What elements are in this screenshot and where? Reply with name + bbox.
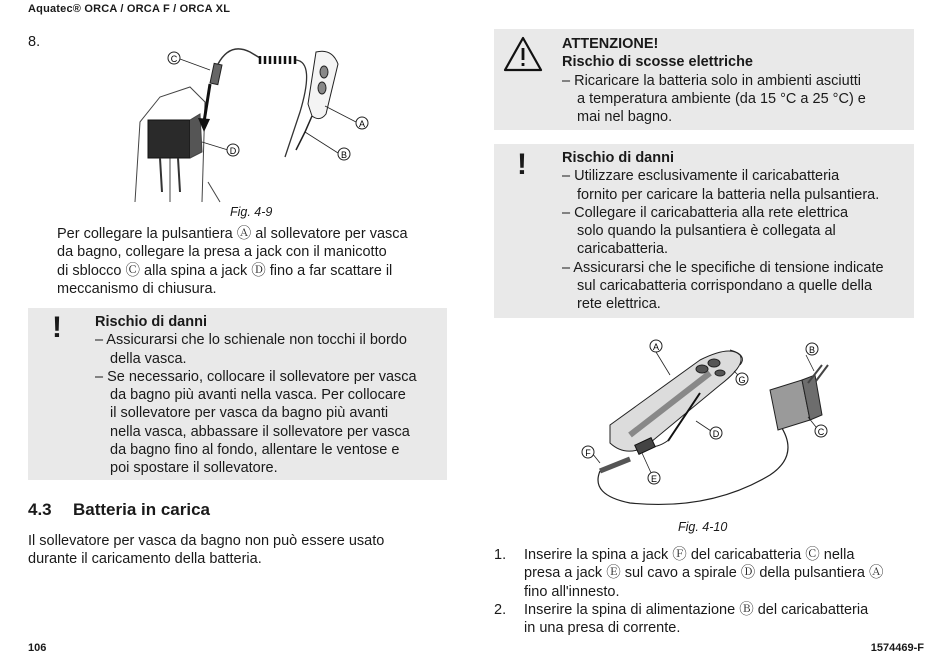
warning-line: il sollevatore per vasca da bagno più avanti: [110, 405, 389, 422]
warning-line: poi spostare il sollevatore.: [110, 460, 278, 477]
step-line: Inserire la spina a jack Ⓕ del caricabatteria Ⓒ nella: [524, 547, 855, 563]
warning-line: – Se necessario, collocare il sollevatore per vasca: [95, 368, 417, 385]
callout-a-fig2: [650, 340, 662, 352]
connection-paragraph: [57, 225, 447, 298]
damage-line: rete elettrica.: [577, 296, 661, 313]
damage-line: solo quando la pulsantiera è collegata al: [577, 223, 836, 240]
exclamation-icon: !: [517, 148, 527, 181]
callout-g-fig2: [736, 373, 748, 385]
section-paragraph: [28, 532, 448, 569]
step-number: 1.: [494, 547, 507, 563]
charging-steps: [494, 546, 914, 637]
svg-text:A: A: [652, 342, 660, 352]
damage-line: fornito per caricare la batteria nella pulsantiera.: [577, 186, 880, 203]
attention-content: [562, 35, 907, 126]
step-line: Inserire la spina di alimentazione Ⓑ del caricabatteria: [524, 601, 869, 618]
damage-line: – Collegare il caricabatteria alla rete elettrica: [562, 204, 849, 221]
svg-text:F: F: [585, 448, 591, 458]
step-line: fino all'innesto.: [524, 583, 620, 600]
exclamation-icon: !: [52, 311, 62, 344]
svg-text:D: D: [712, 429, 720, 439]
section-line: durante il caricamento della batteria.: [28, 551, 262, 568]
figure-4-10-caption: Fig. 4-10: [678, 520, 728, 534]
figure-4-10-illustration: [570, 335, 840, 517]
svg-text:E: E: [650, 474, 658, 484]
hand-control: [610, 350, 742, 451]
section-number: 4.3: [28, 500, 52, 519]
page-header: Aquatec® ORCA / ORCA F / ORCA XL: [28, 3, 231, 15]
svg-text:G: G: [738, 375, 746, 385]
step-item: [494, 546, 914, 601]
callout-c-fig2: [815, 425, 827, 437]
paragraph-line: da bagno, collegare la presa a jack con il manicotto: [57, 244, 387, 261]
damage-title: Rischio di danni: [562, 150, 674, 166]
attention-line: a temperatura ambiente (da 15 °C a 25 °C) e: [577, 90, 866, 107]
svg-text:D: D: [229, 146, 237, 156]
warning-line: – Assicurarsi che lo schienale non tocchi il bordo: [95, 332, 407, 349]
damage-line: – Utilizzare esclusivamente il caricabatteria: [562, 168, 840, 185]
callout-a-fig1: [356, 117, 368, 129]
warning-line: da bagno più avanti nella vasca. Per collocare: [110, 387, 406, 404]
svg-text:A: A: [358, 119, 366, 129]
callout-b-fig1: [338, 148, 350, 160]
figure-4-9-caption: Fig. 4-9: [230, 205, 273, 219]
paragraph-line: meccanismo di chiusura.: [57, 280, 217, 297]
callout-d-fig2: [710, 427, 722, 439]
svg-text:C: C: [170, 54, 178, 64]
step-number: 8.: [28, 34, 41, 50]
svg-text:B: B: [340, 150, 348, 160]
svg-text:B: B: [808, 345, 816, 355]
hand-control: [296, 51, 338, 150]
paragraph-line: di sblocco Ⓒ alla spina a jack Ⓓ fino a far scattare il: [57, 262, 393, 279]
damage-line: sul caricabatteria corrispondano a quelle della: [577, 278, 873, 295]
callout-d-fig1: [227, 144, 239, 156]
warning-line: della vasca.: [110, 350, 187, 367]
attention-line: – Ricaricare la batteria solo in ambienti asciutti: [562, 72, 861, 89]
spiral-cable: [260, 56, 295, 64]
warning-triangle-icon: [503, 36, 543, 72]
section-title: Batteria in carica: [73, 500, 211, 519]
step-item: [494, 601, 914, 638]
warning-item: [95, 368, 440, 478]
warning-line: nella vasca, abbassare il sollevatore per vasca: [110, 423, 410, 440]
svg-text:C: C: [817, 427, 825, 437]
attention-subheading: Rischio di scosse elettriche: [562, 54, 753, 71]
paragraph-line: Per collegare la pulsantiera Ⓐ al sollevatore per vasca: [57, 226, 408, 242]
callout-c-fig1: [168, 52, 180, 64]
step-line: in una presa di corrente.: [524, 620, 681, 637]
step-number: 2.: [494, 601, 507, 618]
warning-line: da bagno fino al fondo, allentare le ventose e: [110, 442, 400, 459]
section-line: Il sollevatore per vasca da bagno non può essere usato: [28, 533, 385, 549]
document-id: 1574469-F: [870, 642, 924, 654]
callout-e-fig2: [648, 472, 660, 484]
step-line: presa a jack Ⓔ sul cavo a spirale Ⓓ della pulsantiera Ⓐ: [524, 565, 884, 582]
damage-warning-content: [95, 313, 440, 478]
charger: [770, 365, 828, 430]
callout-f-fig2: [582, 446, 594, 458]
page-number: 106: [28, 642, 47, 654]
callout-b-fig2: [806, 343, 818, 355]
attention-heading: ATTENZIONE!: [562, 36, 659, 52]
damage-line: caricabatteria.: [577, 241, 669, 258]
damage-line: – Assicurarsi che le specifiche di tensione indicate: [562, 259, 884, 276]
warning-title: Rischio di danni: [95, 314, 207, 330]
figure-4-9-illustration: [120, 42, 380, 204]
warning-item: [95, 331, 440, 368]
charger-damage-content: [562, 149, 910, 314]
attention-line: mai nel bagno.: [577, 109, 673, 126]
